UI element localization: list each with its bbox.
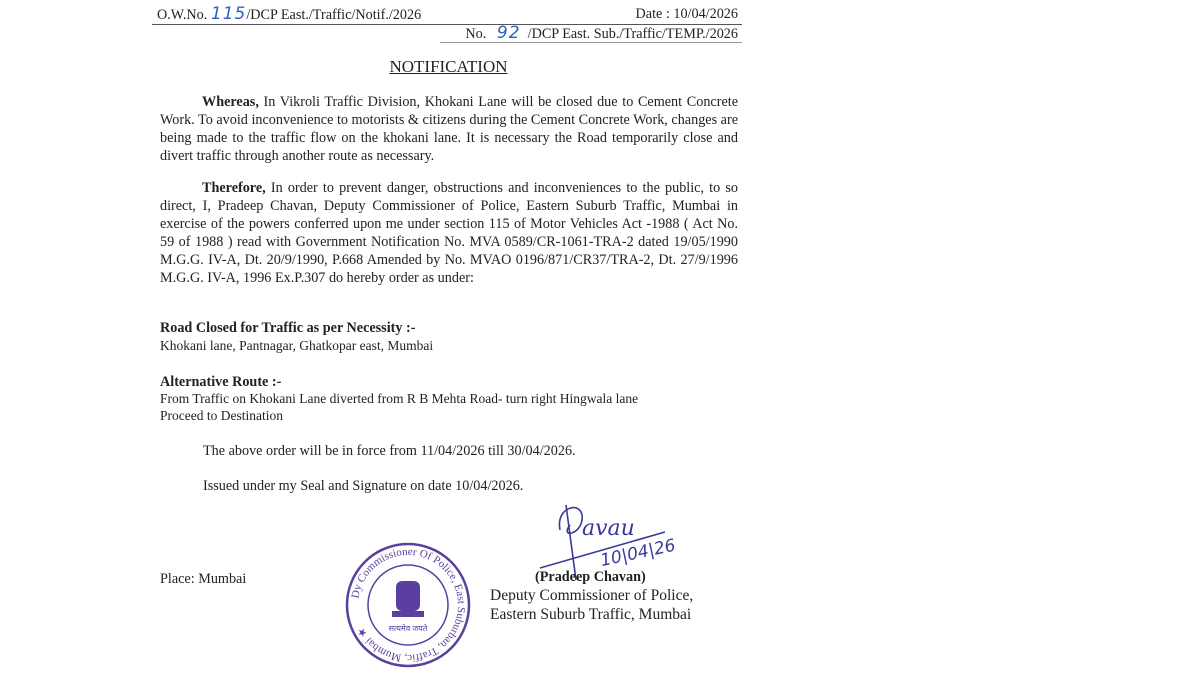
- svg-text:10|04|26: 10|04|26: [598, 535, 678, 572]
- road-closed-text: Khokani lane, Pantnagar, Ghatkopar east, Mumbai: [160, 338, 434, 353]
- road-closed-heading: [160, 319, 415, 337]
- issued-text: Issued under my Seal and Signature on date 10/04/2026.: [203, 478, 524, 494]
- alt-route-heading: [160, 373, 281, 391]
- signatory-name-text: (Pradeep Chavan): [535, 569, 646, 585]
- no-suffix: /DCP East. Sub./Traffic/TEMP./2026: [527, 26, 738, 42]
- official-seal: [344, 541, 472, 669]
- header-rule-2: [440, 42, 742, 43]
- alt-route-line2: Proceed to Destination: [160, 408, 283, 423]
- signatory-office: Eastern Suburb Traffic, Mumbai: [490, 606, 692, 623]
- signature: [530, 500, 690, 580]
- whereas-text: In Vikroli Traffic Division, Khokani Lane will be closed due to Cement Concrete Work. To avoid inconvenience to motorists & citizens during the Cement Concrete Work, changes are being made to the traffic flow on the khokani lane. It is necessary the Road temporarily close and divert traffic through another route as necessary.: [160, 94, 738, 164]
- svg-text:Dy Commissioner Of Police, Eas: Dy Commissioner Of Police, East Suburban, Traffic, Mumbai ★: [349, 545, 468, 665]
- date: Date : 10/04/2026: [635, 6, 738, 22]
- therefore-lead: Therefore,: [202, 180, 266, 196]
- ow-number-line: [157, 4, 421, 24]
- signatory-name: [535, 569, 646, 586]
- in-force-text: The above order will be in force from 11/04/2026 till 30/04/2026.: [203, 443, 576, 459]
- ow-suffix: /DCP East./Traffic/Notif./2026: [246, 7, 422, 23]
- svg-text:avau: avau: [582, 516, 635, 541]
- whereas-paragraph: [160, 93, 738, 165]
- signature-graphic: [530, 500, 690, 580]
- alt-route-line1: From Traffic on Khokani Lane diverted from R B Mehta Road- turn right Hingwala lane: [160, 391, 639, 406]
- svg-text:सत्यमेव जयते: सत्यमेव जयते: [388, 624, 428, 633]
- no-prefix: No.: [465, 26, 487, 42]
- therefore-paragraph: [160, 179, 738, 287]
- therefore-text: In order to prevent danger, obstructions and inconveniences to the public, to so direct, I, Pradeep Chavan, Deputy Commissioner of Police, Eastern Suburb Traffic, Mumbai in exercise of the powers conferred upon me under section 115 of Motor Vehicles Act -1988 ( Act No. 59 of 1988 ) read with Government Notification No. MVA 0589/CR-1061-TRA-2 dated 19/05/1990 M.G.G. IV-A, Dt. 20/9/1990, P.668 Amended by No. MVAO 0196/871/CR37/TRA-2, Dt. 27/9/1996 M.G.G. IV-A, 1996 Ex.P.307 do hereby order as under:: [160, 180, 738, 286]
- place: Place: Mumbai: [160, 571, 247, 587]
- notification-title: NOTIFICATION: [389, 57, 508, 76]
- no-number-handwritten: 92: [496, 23, 521, 43]
- seal-graphic: [344, 541, 472, 669]
- road-closed-heading-text: Road Closed for Traffic as per Necessity :-: [160, 320, 416, 336]
- ow-number-handwritten: 115: [210, 4, 247, 24]
- alt-route-heading-text: Alternative Route :-: [160, 374, 282, 390]
- ow-prefix: O.W.No.: [157, 7, 208, 23]
- signatory-designation: Deputy Commissioner of Police,: [490, 587, 694, 604]
- whereas-lead: Whereas,: [202, 94, 259, 110]
- reference-number-line: [465, 23, 738, 43]
